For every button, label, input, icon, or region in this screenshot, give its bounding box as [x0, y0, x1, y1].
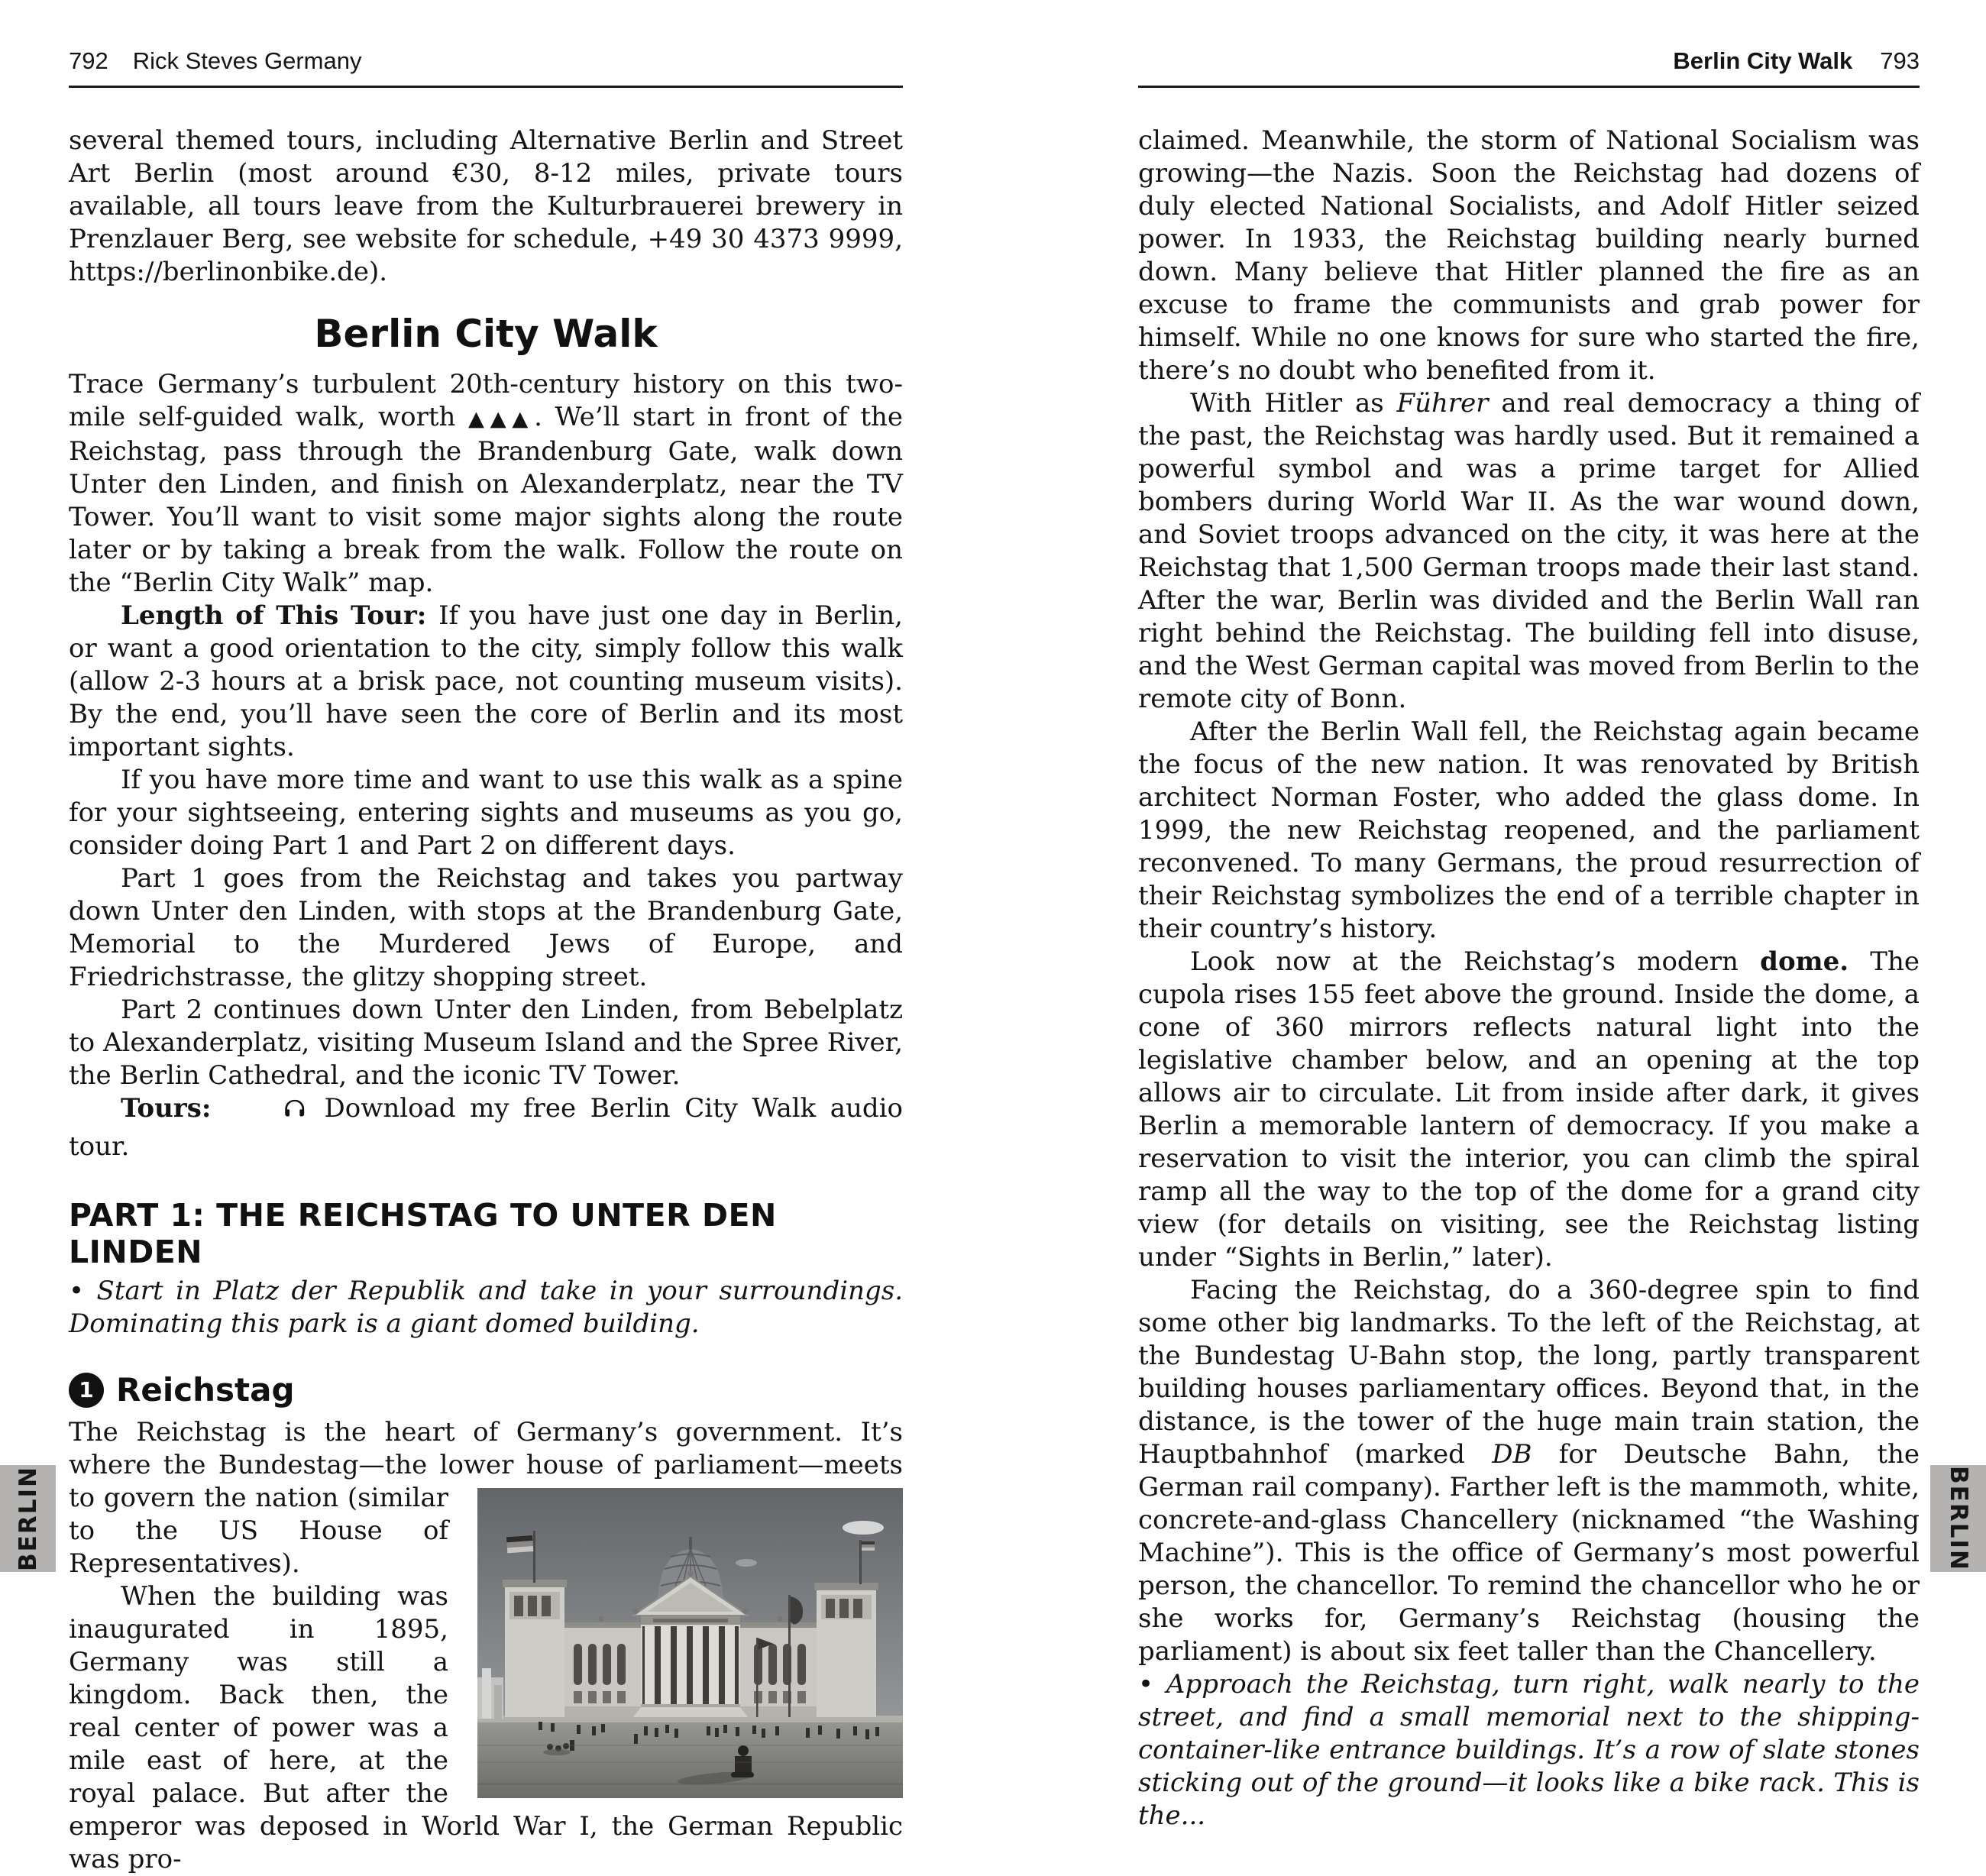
sight-paragraphs	[69, 1416, 903, 1876]
text-run: After the Berlin Wall fell, the Reichstag again became the focus of the new nation. It was renovated by British architect Norman Foster, who added the glass dome. In 1999, the new Reichstag reopened, and the parliament reconvened. To many Germans, the proud resurrection of their Reichstag symbolizes the end of a terrible chapter in their country’s history.	[1138, 716, 1920, 944]
paragraph	[1138, 1274, 1920, 1668]
page-number-right: 793	[1880, 47, 1920, 74]
paragraph	[1138, 1668, 1920, 1832]
paragraph	[69, 1416, 903, 1580]
text-run: ▲▲▲	[468, 407, 535, 431]
headphones-icon	[229, 1096, 307, 1130]
page-number-left: 792	[69, 47, 108, 74]
page-793	[1138, 47, 1920, 1832]
text-run: Part 1 goes from the Reichstag and takes you partway down Unter den Linden, with stops at the Brandenburg Gate, Memorial to the Murdered Jews of Europe, and Friedrichstrasse, the glitzy shopping street.	[69, 863, 903, 992]
text-run: and real democracy a thing of the past, the Reichstag was hardly used. But it remained a powerful symbol and was a prime target for Allied bombers during World War II. As the war wound down, and Soviet troops advanced on the city, it was here at the Reichstag that 1,500 German troops made their last stand. After the war, Berlin was divided and the Berlin Wall ran right behind the Reichstag. The building fell into disuse, and the West German capital was moved from Berlin to the remote city of Bonn.	[1138, 388, 1920, 714]
text-run: Length of This Tour:	[121, 600, 439, 631]
paragraph	[69, 368, 903, 600]
text-run: The cupola rises 155 feet above the ground. Inside the dome, a cone of 360 mirrors reflects natural light into the legislative chamber below, and an opening at the top allows air to circulate. Lit from inside after dark, it gives Berlin a memorable lantern of democracy. If you make a reservation to visit the interior, you can climb the spiral ramp all the way to the top of the dome for a grand city view (for details on visiting, see the Reichstag listing under “Sights in Berlin,” later).	[1138, 946, 1920, 1273]
text-run: With Hitler as	[1190, 388, 1397, 419]
running-head-right	[1138, 47, 1920, 88]
text-run: claimed. Meanwhile, the storm of National Socialism was growing—the Nazis. Soon the Reichstag had dozens of duly elected National Socialists, and Adolf Hitler seized power. In 1933, the Reichstag building nearly burned down. Many believe that Hitler planned the fire as an excuse to frame the communists and grab power for himself. While no one knows for sure who started the fire, there’s no doubt who benefited from it.	[1138, 125, 1920, 386]
text-run: Look now at the Reichstag’s modern	[1190, 946, 1761, 977]
sight-number-badge: 1	[69, 1373, 104, 1408]
text-run: • Start in Platz der Republik and take in your surroundings. Dominating this park is a giant domed building.	[69, 1276, 903, 1339]
sight-heading-label: Reichstag	[116, 1371, 295, 1409]
text-run: dome.	[1760, 946, 1849, 977]
reichstag-photo	[477, 1488, 903, 1798]
text-run: When the building was inaugurated in 1895, Germany was still a kingdom. Back then, the real center of power was a mile east of here, at the royal palace. But after the emperor was deposed in World War I, the German Republic was pro-	[69, 1581, 903, 1874]
text-run: If you have more time and want to use this walk as a spine for your sightseeing, entering sights and museums as you go, consider doing Part 1 and Part 2 on different days.	[69, 765, 903, 861]
left-page-content	[69, 125, 903, 1876]
running-head-title-left: Rick Steves Germany	[132, 47, 362, 74]
text-run: The Reichstag is the heart of Germany’s government. It’s where the Bundestag—the lower house of parliament—meets to govern the	[69, 1417, 903, 1513]
text-run: Trace Germany’s turbulent 20th-century history on this two-mile self-guided walk, worth	[69, 369, 903, 432]
text-run: several themed tours, including Alternative Berlin and Street Art Berlin (most around €30, 8-12 miles, private tours available, all tours leave from the Kulturbrauerei brewery in Prenzlauer Berg, see website for schedule, +49 30 4373 9999, https://berlinonbike.de).	[69, 125, 903, 287]
part1-heading: PART 1: THE REICHSTAG TO UNTER DEN LINDEN	[69, 1197, 777, 1270]
paragraph	[69, 125, 903, 289]
chapter-tab-label: BERLIN	[1944, 1466, 1972, 1571]
paragraph	[69, 862, 903, 994]
paragraph	[1138, 716, 1920, 946]
text-run: • Approach the Reichstag, turn right, walk nearly to the street, and find a small memorial next to the shipping-container-like entrance buildings. It’s a row of slate stones sticking out of the ground—it looks like a bike rack. This is the...	[1138, 1669, 1920, 1831]
page-792	[69, 47, 903, 1876]
text-run: Facing the Reichstag, do a 360-degree spin to find some other big landmarks. To the left of the Reichstag, at the Bundestag U-Bahn stop, the long, partly transparent building houses parliamentary offices. Beyond that, in the distance, is the tower of the huge main train station, the Hauptbahnhof (marked	[1138, 1275, 1920, 1470]
text-run: . We’ll start in front of the Reichstag, pass through the Brandenburg Gate, walk down Unter den Linden, and finish on Alexanderplatz, near the TV Tower. You’ll want to visit some major sights along the route later or by taking a break from the walk. Follow the route on the “Berlin City Walk” map.	[69, 402, 903, 598]
text-run: Part 2 continues down Unter den Linden, from Bebelplatz to Alexanderplatz, visiting Museum Island and the Spree River, the Berlin Cathedral, and the iconic TV Tower.	[69, 995, 903, 1091]
paragraph	[69, 1275, 903, 1341]
text-run: DB	[1492, 1439, 1532, 1470]
part1-direction-note	[69, 1275, 903, 1341]
chapter-tab-label: BERLIN	[14, 1466, 42, 1571]
right-page-content	[1138, 125, 1920, 1832]
text-run: Führer	[1396, 388, 1489, 419]
chapter-title: Berlin City Walk	[314, 312, 658, 356]
text-run: nation (similar to the US House of Representatives).	[69, 1483, 448, 1579]
text-run: Tours:	[121, 1093, 226, 1124]
paragraph	[1138, 125, 1920, 387]
paragraph	[1138, 946, 1920, 1274]
chapter-tab-left	[0, 1465, 56, 1572]
intro-paragraphs	[69, 125, 903, 289]
paragraph	[69, 764, 903, 862]
paragraph	[69, 994, 903, 1092]
walk-overview-paragraphs	[69, 368, 903, 1163]
text-run: for Deutsche Bahn, the German rail company). Farther left is the mammoth, white, concrete-and-glass Chancellery (nicknamed “the Washing Machine”). This is the office of Germany’s most powerful person, the chancellor. To remind the chancellor who he or she works for, Germany’s Reichstag (housing the parliament) is about six feet taller than the Chancellery.	[1138, 1439, 1920, 1667]
paragraph	[1138, 387, 1920, 716]
running-head-title-right: Berlin City Walk	[1673, 47, 1853, 74]
right-paragraphs	[1138, 125, 1920, 1832]
paragraph	[69, 1092, 903, 1163]
chapter-tab-right	[1930, 1465, 1986, 1572]
sight-heading	[69, 1371, 903, 1409]
running-head-left	[69, 47, 903, 88]
text-run: Download my free Berlin City Walk audio tour.	[69, 1093, 903, 1162]
paragraph	[69, 600, 903, 764]
text-run: If you have just one day in Berlin, or want a good orientation to the city, simply follow this walk (allow 2-3 hours at a brisk pace, not counting museum visits). By the end, you’ll have seen the core of Berlin and its most important sights.	[69, 600, 903, 762]
